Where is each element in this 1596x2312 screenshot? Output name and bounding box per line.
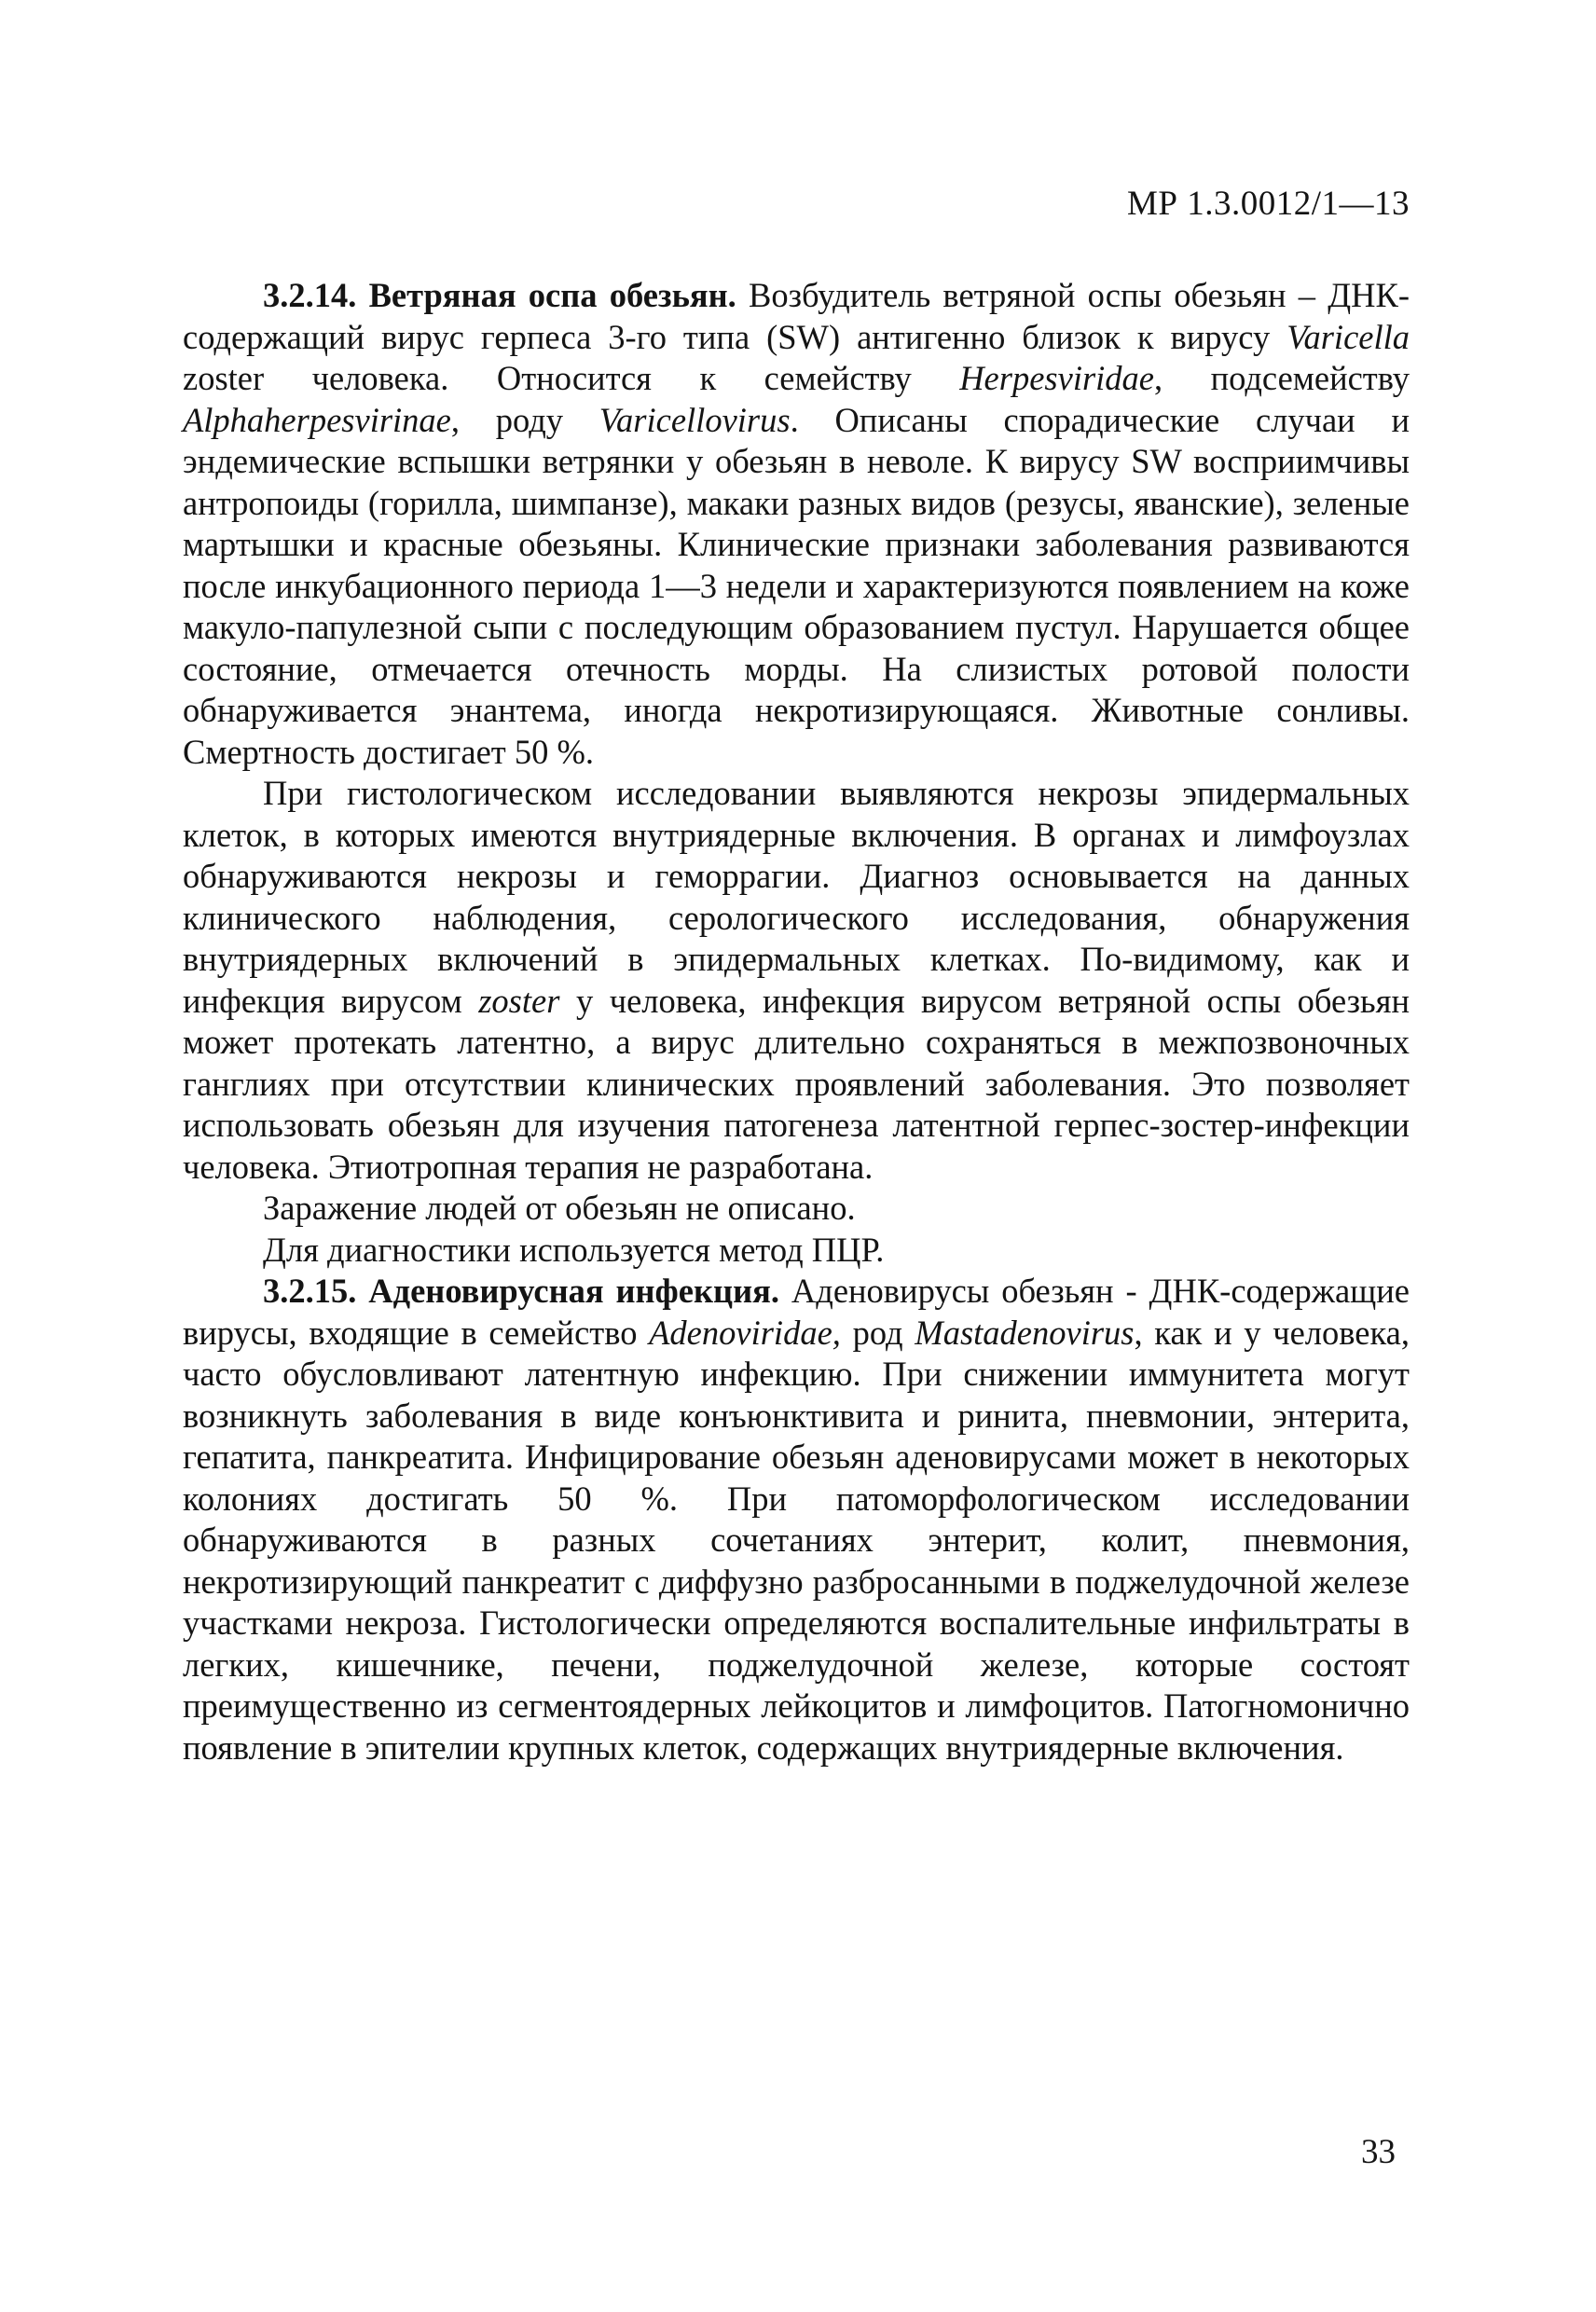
paragraph (183, 1271, 1410, 1768)
text-run: . Описаны спорадические случаи и эндемические вспышки ветрянки у обезьян в неволе. К вирусу SW восприимчивы антропоиды (горилла, шимпанзе), макаки разных видов (резусы, яванские), зеленые мартышки и красные обезьяны. Клинические признаки заболевания развиваются после инкубационного периода 1—3 недели и характеризуются появлением на коже макуло-папулезной сыпи с последующим образованием пустул. Нарушается общее состояние, отмечается отечность морды. На слизистых ротовой полости обнаруживается энантема, иногда некротизирующаяся. Животные сонливы. Смертность достигает 50 %. (183, 400, 1410, 771)
italic-term: Alphaherpesvirinae (183, 400, 451, 439)
paragraph (183, 1188, 1410, 1230)
text-run: , роду (450, 400, 599, 439)
text-run: род (840, 1313, 915, 1352)
italic-term: Varicellovirus (598, 400, 791, 439)
italic-term: Adenoviridae, (649, 1313, 841, 1352)
document-code: МР 1.3.0012/1—13 (1126, 185, 1410, 223)
italic-term: zoster (478, 981, 560, 1020)
text-run: Для диагностики используется метод ПЦР. (263, 1230, 885, 1269)
italic-term: Mastadenovirus (915, 1313, 1135, 1352)
text-run: , подсемейству (1154, 359, 1410, 397)
text-run: , как и у человека, часто обусловливают латентную инфекцию. При снижении иммунитета могут возникнуть заболевания в виде конъюнктивита и ринита, пневмонии, энтерита, гепатита, панкреатита. Инфицирование обезьян аденовирусами может в некоторых колониях достигать 50 %. При патоморфологическом исследовании обнаруживаются в разных сочетаниях энтерит, колит, пневмония, некротизирующий панкреатит с диффузно разбросанными в поджелудочной железе участками некроза. Гистологически определяются воспалительные инфильтраты в легких, кишечнике, печени, поджелудочной железе, которые состоят преимущественно из сегментоядерных лейкоцитов и лимфоцитов. Патогномонично появление в эпителии крупных клеток, содержащих внутриядерные включения. (183, 1313, 1410, 1767)
text-run: При гистологическом исследовании выявляются некрозы эпидермальных клеток, в которых имеются внутриядерные включения. В органах и лимфоузлах обнаруживаются некрозы и геморрагии. Диагноз основывается на данных клинического наблюдения, серологического исследования, обнаружения внутриядерных включений в эпидермальных клетках. По-видимому, как и инфекция вирусом (183, 774, 1410, 1020)
text-run: Возбудитель ветряной оспы обезьян – ДНК-содержащий вирус герпеса 3-го типа (SW) антигенно близок к вирусу (183, 276, 1410, 356)
document-body (183, 275, 1410, 1768)
italic-term: Varicella (1286, 317, 1410, 356)
text-run: Заражение людей от обезьян не описано. (263, 1189, 856, 1227)
text-run: Аденовирусы обезьян - ДНК-содержащие вирусы, входящие в семейство (183, 1272, 1410, 1352)
text-run: у человека, инфекция вирусом ветряной оспы обезьян может протекать латентно, а вирус длительно сохраняться в межпозвоночных ганглиях при отсутствии клинических проявлений заболевания. Это позволяет использовать обезьян для изучения патогенеза латентной герпес-зостер-инфекции человека. Этиотропная терапия не разработана. (183, 981, 1410, 1186)
italic-term: Herpesviridae (959, 359, 1155, 397)
paragraph (183, 1230, 1410, 1272)
paragraph (183, 773, 1410, 1188)
section-heading: 3.2.14. Ветряная оспа обезьян. (263, 276, 736, 314)
page-number: 33 (1361, 2133, 1396, 2171)
text-run: zoster человека. Относится к семейству (183, 359, 960, 397)
section-heading: 3.2.15. Аденовирусная инфекция. (263, 1272, 779, 1310)
paragraph (183, 275, 1410, 773)
